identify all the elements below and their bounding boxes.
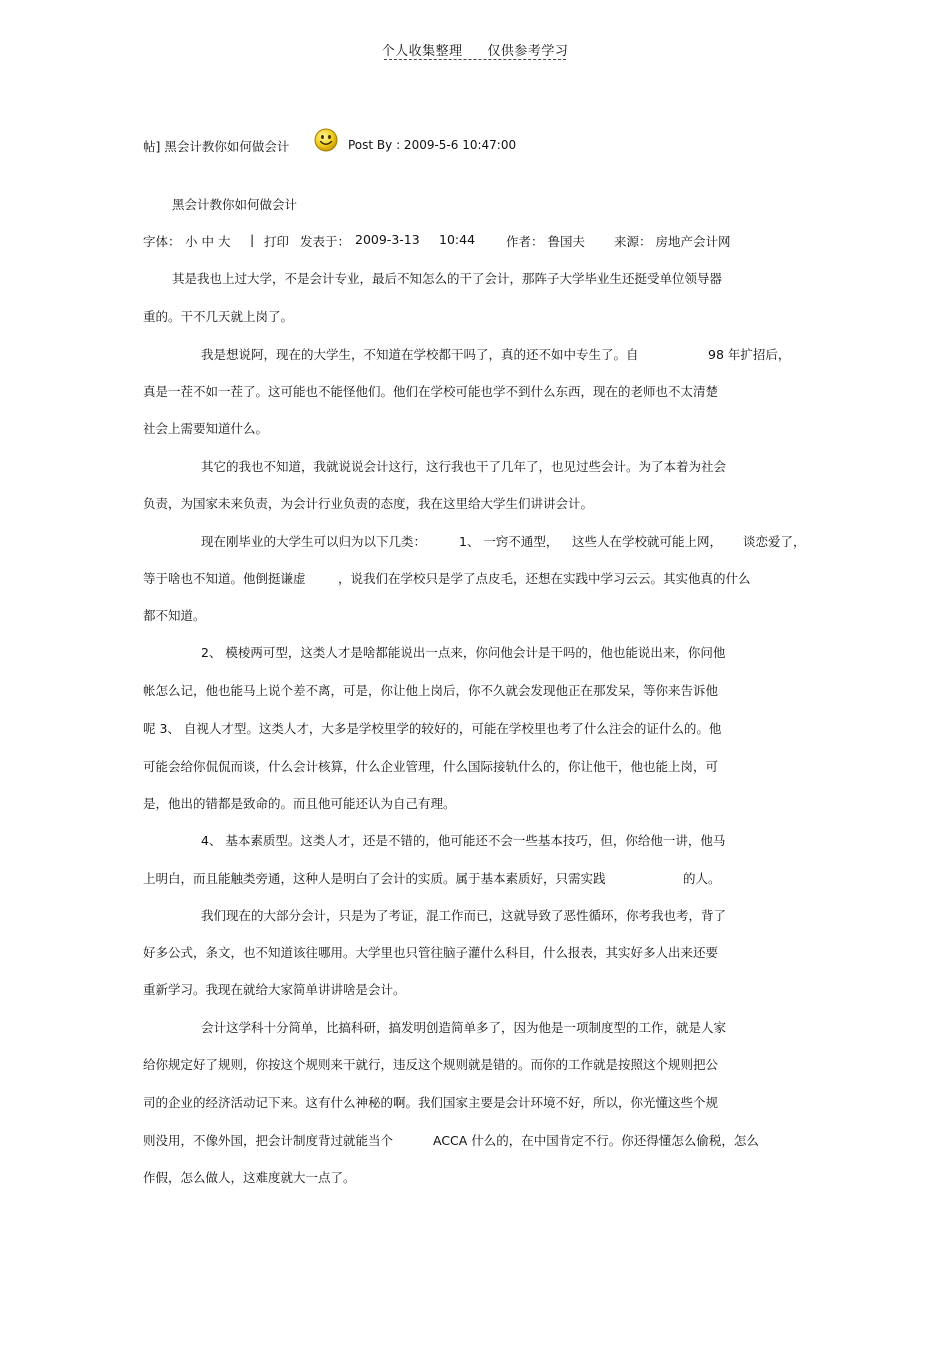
body-line: 重新学习。我现在就给大家简单讲讲啥是会计。 <box>143 982 406 997</box>
body-line: 呢 3、 自视人才型。这类人才，大多是学校里学的较好的，可能在学校里也考了什么注会的证什么的。他 <box>143 721 722 736</box>
body-line: 我是想说阿，现在的大学生，不知道在学校都干吗了，真的还不如中专生了。自 <box>201 347 639 362</box>
published-date: 2009-3-13 <box>355 232 420 247</box>
info-separator: | <box>250 232 255 247</box>
body-line: 1、 一窍不通型， <box>459 534 559 549</box>
body-line: 则没用，不像外国，把会计制度背过就能当个 <box>143 1133 394 1148</box>
article-title: 黑会计教你如何做会计 <box>172 197 298 212</box>
font-label: 字体： <box>143 234 181 249</box>
body-line: 会计这学科十分简单，比搞科研，搞发明创造简单多了，因为他是一项制度型的工作，就是人家 <box>201 1020 727 1035</box>
body-line: 负责，为国家未来负责，为会计行业负责的态度，我在这里给大学生们讲讲会计。 <box>143 496 594 511</box>
smiley-face-icon <box>314 128 338 152</box>
body-line: 2、 模棱两可型，这类人才是啥都能说出一点来，你问他会计是干吗的，他也能说出来，你问他 <box>201 645 726 660</box>
body-line: 上明白，而且能触类旁通，这种人是明白了会计的实质。属于基本素质好，只需实践 <box>143 871 606 886</box>
body-line: 98 年扩招后， <box>708 347 791 362</box>
published-time: 10:44 <box>439 232 476 247</box>
body-line: ACCA 什么的，在中国肯定不行。你还得懂怎么偷税，怎么 <box>433 1133 759 1148</box>
body-line: 真是一茬不如一茬了。这可能也不能怪他们。他们在学校可能也学不到什么东西，现在的老师也不太清楚 <box>143 384 719 399</box>
body-line: 现在刚毕业的大学生可以归为以下几类： <box>201 534 427 549</box>
body-line: 4、 基本素质型。这类人才，还是不错的，他可能还不会一些基本技巧，但，你给他一讲，他马 <box>201 833 726 848</box>
body-line: 等于啥也不知道。他倒挺谦虚 <box>143 571 306 586</box>
body-line: 给你规定好了规则，你按这个规则来干就行，违反这个规则就是错的。而你的工作就是按照这个规则把公 <box>143 1057 719 1072</box>
body-line: 作假，怎么做人，这难度就大一点了。 <box>143 1170 356 1185</box>
body-line: 其它的我也不知道，我就说说会计这行，这行我也干了几年了，也见过些会计。为了本着为社会 <box>201 459 727 474</box>
post-title: 帖] 黑会计教你如何做会计 <box>143 139 290 154</box>
body-line: 的人。 <box>683 871 721 886</box>
body-line: 重的。干不几天就上岗了。 <box>143 309 294 324</box>
body-line: 这些人在学校就可能上网， <box>572 534 723 549</box>
page-header <box>0 40 950 59</box>
author-text: 作者： 鲁国夫 <box>506 234 585 249</box>
body-line: 帐怎么记，他也能马上说个差不离，可是，你让他上岗后，你不久就会发现他正在那发呆，等你来告诉他 <box>143 683 719 698</box>
body-line: 社会上需要知道什么。 <box>143 421 269 436</box>
body-line: 可能会给你侃侃而谈，什么会计核算，什么企业管理，什么国际接轨什么的，你让他干，他也能上岗，可 <box>143 759 719 774</box>
print-link[interactable]: 打印 <box>264 234 290 249</box>
body-line: 是，他出的错都是致命的。而且他可能还认为自己有理。 <box>143 796 456 811</box>
body-line: 好多公式，条文，也不知道该往哪用。大学里也只管往脑子灌什么科目，什么报表，其实好多人出来还要 <box>143 945 719 960</box>
body-line: 司的企业的经济活动记下来。这有什么神秘的啊。我们国家主要是会计环境不好，所以，你光懂这些个规 <box>143 1095 719 1110</box>
header-dashed-rule <box>384 59 566 60</box>
body-line: 谈恋爱了， <box>743 534 806 549</box>
source-text: 来源： 房地产会计网 <box>614 234 731 249</box>
body-line: 其是我也上过大学，不是会计专业，最后不知怎么的干了会计，那阵子大学毕业生还挺受单位领导器 <box>172 271 723 286</box>
body-line: ，说我们在学校只是学了点皮毛，还想在实践中学习云云。其实他真的什么 <box>338 571 751 586</box>
body-line: 我们现在的大部分会计，只是为了考证，混工作而已，这就导致了恶性循环，你考我也考，背了 <box>201 908 727 923</box>
header-left-text: 个人收集整理 <box>381 44 463 59</box>
body-line: 都不知道。 <box>143 608 206 623</box>
post-by-meta: Post By : 2009-5-6 10:47:00 <box>348 138 517 152</box>
header-right-text: 仅供参考学习 <box>487 44 569 59</box>
font-size-options[interactable]: 小 中 大 <box>185 234 231 249</box>
published-label: 发表于： <box>300 234 351 249</box>
